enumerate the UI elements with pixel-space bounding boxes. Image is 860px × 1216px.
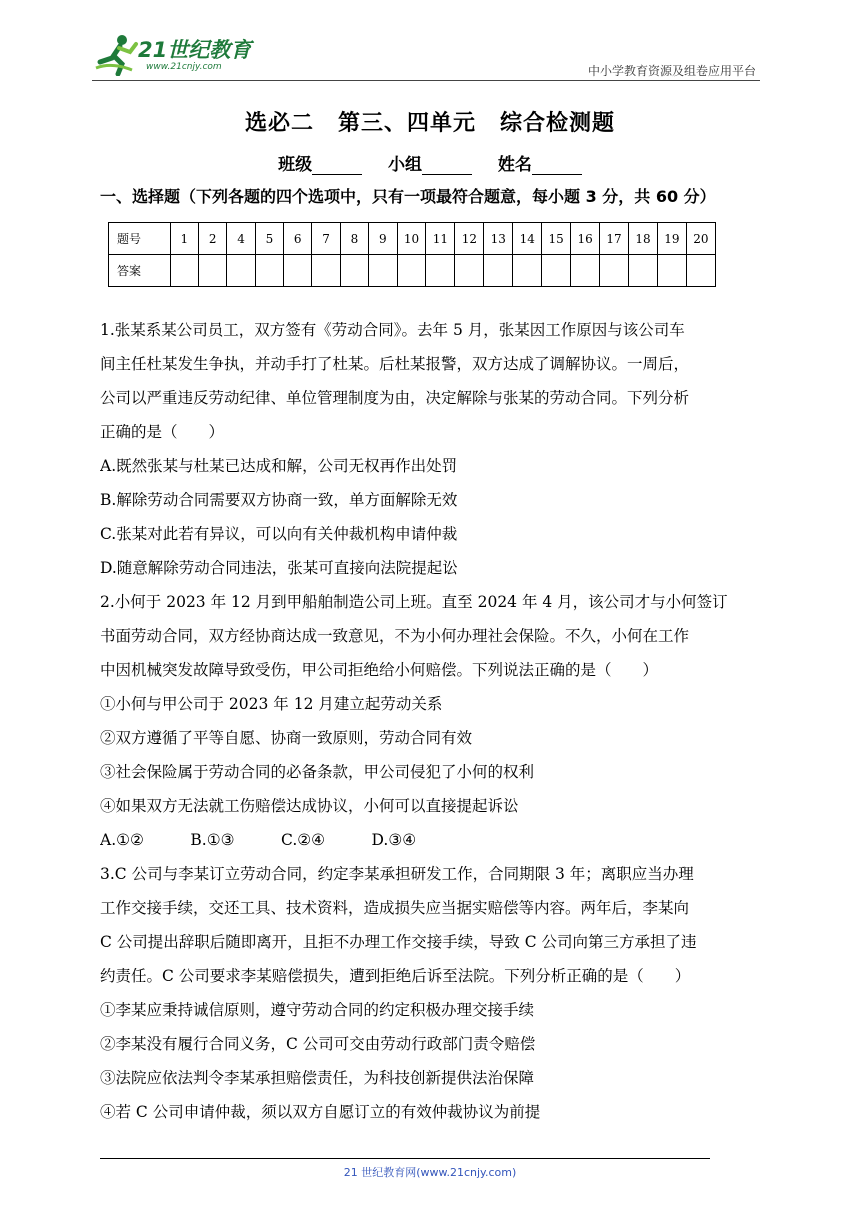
logo-url: www.21cnjy.com (146, 62, 222, 72)
student-info (0, 150, 860, 175)
class-label: 班级 (278, 155, 313, 175)
question-number-cell: 6 (284, 223, 312, 255)
question-number-cell: 11 (426, 223, 455, 255)
answer-cell[interactable] (571, 255, 600, 287)
answer-cell[interactable] (198, 255, 226, 287)
group-blank[interactable] (422, 157, 472, 175)
question-number-cell: 20 (686, 223, 715, 255)
statement-3: ③社会保险属于劳动合同的必备条款，甲公司侵犯了小何的权利 (100, 763, 535, 781)
question-line: 1.张某系某公司员工，双方签有《劳动合同》。去年 5 月，张某因工作原因与该公司车 (100, 321, 685, 339)
question-number-label: 题号 (109, 223, 171, 255)
option-d: D.随意解除劳动合同违法，张某可直接向法院提起讼 (100, 559, 458, 577)
title-part-3: 综合检测题 (500, 111, 616, 136)
title-part-2: 第三、四单元 (337, 111, 476, 136)
statement-1: ①李某应秉持诚信原则，遵守劳动合同的约定积极办理交接手续 (100, 1001, 535, 1019)
question-number-cell: 12 (455, 223, 484, 255)
question-line: C 公司提出辞职后随即离开，且拒不办理工作交接手续，导致 C 公司向第三方承担了违 (100, 933, 697, 951)
platform-name: 中小学教育资源及组卷应用平台 (587, 64, 756, 78)
runner-logo-icon (92, 32, 140, 76)
header-divider (92, 80, 760, 81)
statement-2: ②李某没有履行合同义务，C 公司可交由劳动行政部门责令赔偿 (100, 1035, 536, 1053)
question-line: 正确的是（ ） (100, 423, 225, 441)
site-logo (92, 32, 262, 80)
answer-cell[interactable] (255, 255, 283, 287)
logo-text: 21世纪教育 (138, 38, 252, 62)
answer-cell[interactable] (170, 255, 198, 287)
answer-options: A.①② B.①③ C.②④ D.③④ (100, 831, 417, 849)
page-header (92, 28, 760, 80)
answer-cell[interactable] (340, 255, 368, 287)
question-number-row (109, 223, 716, 255)
question-line: 2.小何于 2023 年 12 月到甲船舶制造公司上班。直至 2024 年 4 月，该公司才与小何签订 (100, 593, 728, 611)
group-field (388, 150, 472, 175)
title-part-1: 选必二 (244, 111, 314, 136)
statement-1: ①小何与甲公司于 2023 年 12 月建立起劳动关系 (100, 695, 443, 713)
answer-label: 答案 (109, 255, 171, 287)
question-number-cell: 15 (542, 223, 571, 255)
question-line: 中因机械突发故障导致受伤，甲公司拒绝给小何赔偿。下列说法正确的是（ ） (100, 661, 659, 679)
question-number-cell: 4 (227, 223, 255, 255)
answer-cell[interactable] (484, 255, 513, 287)
footer-divider (100, 1158, 710, 1159)
answer-cell[interactable] (455, 255, 484, 287)
question-line: 工作交接手续，交还工具、技术资料，造成损失应当据实赔偿等内容。两年后，李某向 (100, 899, 690, 917)
answer-cell[interactable] (542, 255, 571, 287)
question-1 (100, 313, 766, 585)
option-c: C.张某对此若有异议，可以向有关仲裁机构申请仲裁 (100, 525, 458, 543)
question-number-cell: 13 (484, 223, 513, 255)
answer-cell[interactable] (426, 255, 455, 287)
question-number-cell: 16 (571, 223, 600, 255)
answer-cell[interactable] (397, 255, 426, 287)
answer-table (108, 222, 716, 287)
name-blank[interactable] (532, 157, 582, 175)
option-a: A.既然张某与杜某已达成和解，公司无权再作出处罚 (100, 457, 458, 475)
footer-link[interactable]: 21 世纪教育网(www.21cnjy.com) (343, 1166, 517, 1179)
answer-cell[interactable] (657, 255, 686, 287)
question-number-cell: 8 (340, 223, 368, 255)
question-number-cell: 18 (629, 223, 658, 255)
question-line: 3.C 公司与李某订立劳动合同，约定李某承担研发工作，合同期限 3 年；离职应当办理 (100, 865, 694, 883)
answer-cell[interactable] (629, 255, 658, 287)
statement-4: ④如果双方无法就工伤赔偿达成协议，小何可以直接提起诉讼 (100, 797, 519, 815)
name-field (498, 150, 582, 175)
answer-row (109, 255, 716, 287)
name-label: 姓名 (497, 155, 532, 175)
answer-cell[interactable] (600, 255, 629, 287)
question-number-cell: 2 (198, 223, 226, 255)
question-number-cell: 5 (255, 223, 283, 255)
question-number-cell: 17 (600, 223, 629, 255)
question-2 (100, 585, 766, 857)
answer-cell[interactable] (312, 255, 340, 287)
question-line: 约责任。C 公司要求李某赔偿损失，遭到拒绝后诉至法院。下列分析正确的是（ ） (100, 967, 691, 985)
statement-2: ②双方遵循了平等自愿、协商一致原则，劳动合同有效 (100, 729, 473, 747)
question-line: 书面劳动合同，双方经协商达成一致意见，不为小何办理社会保险。不久，小何在工作 (100, 627, 690, 645)
question-number-cell: 7 (312, 223, 340, 255)
answer-cell[interactable] (686, 255, 715, 287)
class-field (278, 150, 362, 175)
answer-cell[interactable] (513, 255, 542, 287)
answer-cell[interactable] (284, 255, 312, 287)
question-line: 间主任杜某发生争执，并动手打了杜某。后杜某报警，双方达成了调解协议。一周后， (100, 355, 690, 373)
question-number-cell: 1 (170, 223, 198, 255)
section-heading: 一、选择题（下列各题的四个选项中，只有一项最符合题意，每小题 3 分，共 60 分） (100, 187, 716, 206)
question-3 (100, 857, 766, 1129)
option-b: B.解除劳动合同需要双方协商一致，单方面解除无效 (100, 491, 458, 509)
question-number-cell: 14 (513, 223, 542, 255)
statement-4: ④若 C 公司申请仲裁，须以双方自愿订立的有效仲裁协议为前提 (100, 1103, 541, 1121)
group-label: 小组 (388, 155, 422, 175)
question-number-cell: 19 (657, 223, 686, 255)
class-blank[interactable] (312, 157, 362, 175)
answer-cell[interactable] (369, 255, 397, 287)
question-number-cell: 9 (369, 223, 397, 255)
answer-cell[interactable] (227, 255, 255, 287)
statement-3: ③法院应依法判令李某承担赔偿责任，为科技创新提供法治保障 (100, 1069, 535, 1087)
question-number-cell: 10 (397, 223, 426, 255)
question-line: 公司以严重违反劳动纪律、单位管理制度为由，决定解除与张某的劳动合同。下列分析 (100, 389, 690, 407)
page-title (0, 106, 860, 137)
